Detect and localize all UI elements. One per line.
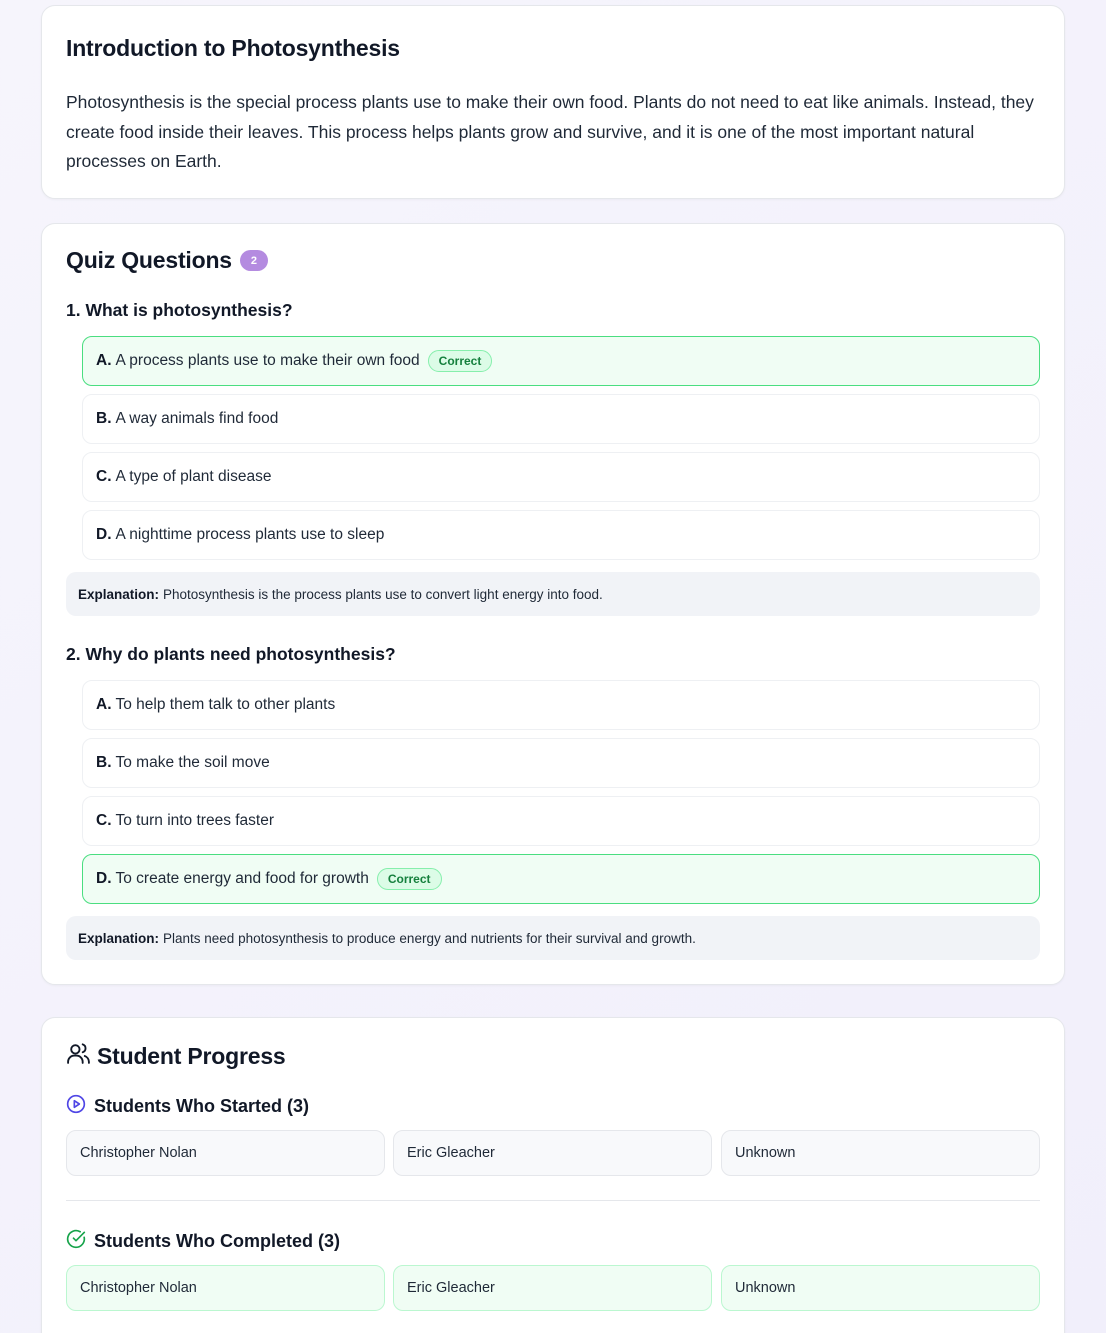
check-circle-icon	[66, 1229, 86, 1254]
question-2-option-c[interactable]	[82, 796, 1040, 846]
question-1-option-a[interactable]	[82, 336, 1040, 386]
started-students-grid	[66, 1130, 1040, 1176]
option-text: To help them talk to other plants	[115, 696, 336, 713]
option-letter: C.	[96, 812, 112, 829]
question-1-option-c[interactable]	[82, 452, 1040, 502]
option-text: A process plants use to make their own food	[115, 352, 420, 369]
student-chip: Eric Gleacher	[393, 1130, 712, 1176]
question-2-explanation	[66, 916, 1040, 960]
question-1-option-d[interactable]	[82, 510, 1040, 560]
explanation-label: Explanation:	[78, 930, 160, 946]
question-1-option-b[interactable]	[82, 394, 1040, 444]
student-chip: Christopher Nolan	[66, 1130, 385, 1176]
option-text: To turn into trees faster	[115, 812, 275, 829]
question-2-option-b[interactable]	[82, 738, 1040, 788]
intro-body: Photosynthesis is the special process plants use to make their own food. Plants do not need to eat like animals. Instead, they create food inside their leaves. This process helps plants grow and survive, and it is one of the most important natural processes on Earth.	[66, 92, 1034, 171]
completed-title-text: Students Who Completed (3)	[94, 1231, 340, 1251]
option-text: To make the soil move	[115, 754, 270, 771]
option-letter: A.	[96, 352, 112, 369]
question-2-option-d[interactable]	[82, 854, 1040, 904]
started-title-text: Students Who Started (3)	[94, 1096, 309, 1116]
student-chip: Christopher Nolan	[66, 1265, 385, 1311]
question-count-badge: 2	[240, 250, 268, 271]
correct-badge: Correct	[377, 868, 442, 890]
option-text: To create energy and food for growth	[115, 870, 369, 887]
play-circle-icon	[66, 1094, 86, 1119]
student-chip: Eric Gleacher	[393, 1265, 712, 1311]
option-letter: B.	[96, 410, 112, 427]
option-letter: A.	[96, 696, 112, 713]
option-letter: B.	[96, 754, 112, 771]
explanation-label: Explanation:	[78, 586, 160, 602]
student-chip: Unknown	[721, 1130, 1040, 1176]
question-2-option-a[interactable]	[82, 680, 1040, 730]
correct-badge: Correct	[428, 350, 493, 372]
option-letter: D.	[96, 526, 112, 543]
option-text: A way animals find food	[115, 410, 279, 427]
option-text: A type of plant disease	[115, 468, 272, 485]
option-text: A nighttime process plants use to sleep	[115, 526, 385, 543]
progress-header	[66, 1041, 286, 1071]
explanation-text: Plants need photosynthesis to produce energy and nutrients for their survival and growth.	[163, 930, 696, 946]
section-divider	[66, 1200, 1040, 1201]
completed-section-title	[66, 1229, 340, 1254]
question-1-explanation	[66, 572, 1040, 616]
quiz-header	[66, 247, 268, 274]
question-1-title: 1. What is photosynthesis?	[66, 300, 293, 320]
quiz-title: Quiz Questions	[66, 247, 232, 273]
question-2-title: 2. Why do plants need photosynthesis?	[66, 644, 396, 664]
progress-title: Student Progress	[97, 1042, 286, 1069]
intro-card	[41, 5, 1065, 199]
users-icon	[66, 1041, 91, 1071]
intro-title: Introduction to Photosynthesis	[66, 35, 400, 61]
explanation-text: Photosynthesis is the process plants use to convert light energy into food.	[163, 586, 603, 602]
student-chip: Unknown	[721, 1265, 1040, 1311]
option-letter: C.	[96, 468, 112, 485]
quiz-card	[41, 223, 1065, 985]
completed-students-grid	[66, 1265, 1040, 1311]
option-letter: D.	[96, 870, 112, 887]
started-section-title	[66, 1094, 309, 1119]
student-progress-card	[41, 1017, 1065, 1333]
